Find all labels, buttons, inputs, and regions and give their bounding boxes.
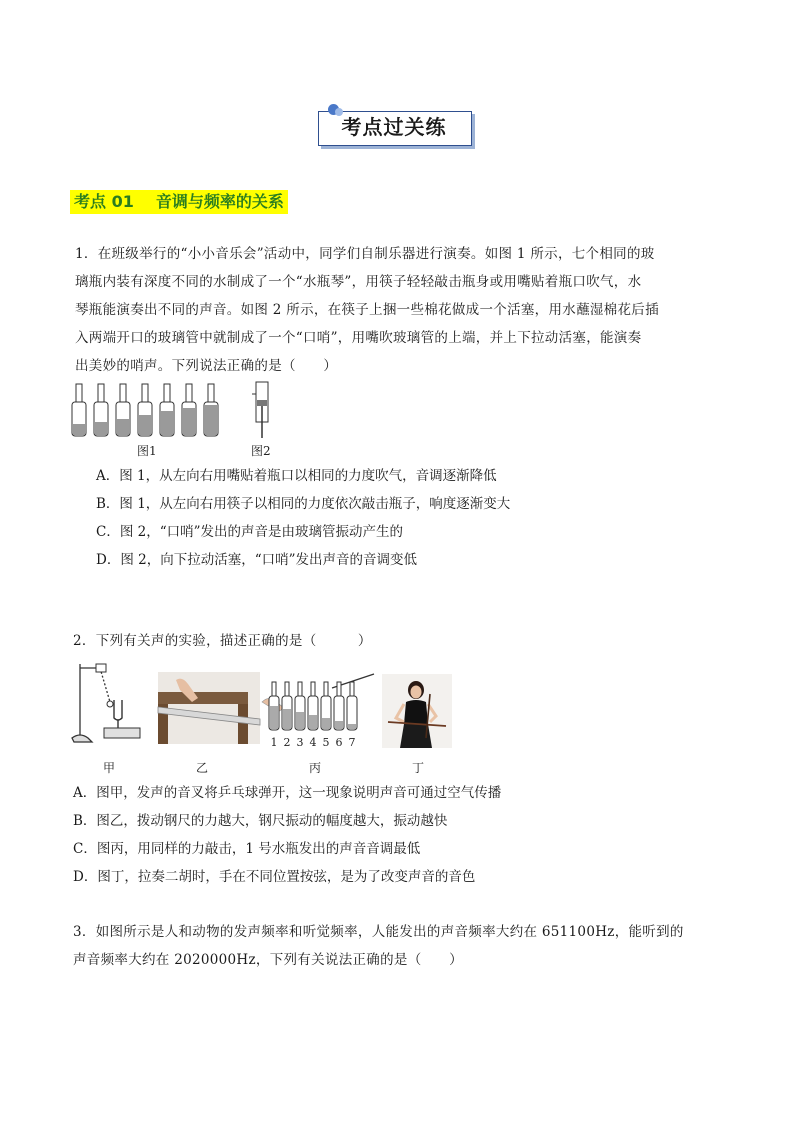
- figure-2-caption: 图2: [251, 444, 271, 458]
- q1-line: 出美妙的哨声。下列说法正确的是（ ）: [75, 358, 338, 374]
- caption-bing: 丙: [309, 761, 322, 775]
- figure-yi-ruler: [158, 672, 260, 744]
- q3-line: 声音频率大约在 2020000Hz，下列有关说法正确的是（ ）: [73, 952, 463, 968]
- q1-options: [96, 462, 510, 574]
- q3-line: 3．如图所示是人和动物的发声频率和听觉频率，人能发出的声音频率大约在 651100Hz，能听到的: [73, 924, 684, 940]
- figure-1-caption: 图1: [137, 444, 157, 458]
- bottle-number: 4: [309, 736, 317, 749]
- q1-option-c[interactable]: C．图 2，“口哨”发出的声音是由玻璃管振动产生的: [96, 524, 404, 540]
- bottle-number: 7: [348, 736, 356, 749]
- figure-jia-tuning-fork: [70, 660, 152, 746]
- bottle-number: 6: [335, 736, 343, 749]
- section-tag: 考点 01: [74, 192, 134, 211]
- page-title: 考点过关练: [341, 115, 447, 139]
- caption-jia: 甲: [103, 761, 116, 775]
- question-1: [75, 240, 659, 380]
- caption-ding: 丁: [412, 761, 425, 775]
- q1-option-d[interactable]: D．图 2，向下拉动活塞，“口哨”发出声音的音调变低: [96, 552, 418, 568]
- q1-line: 1．在班级举行的“小小音乐会”活动中，同学们自制乐器进行演奏。如图 1 所示，七个相同的玻: [75, 246, 655, 262]
- section-name: 音调与频率的关系: [155, 192, 284, 211]
- q2-option-a[interactable]: A．图甲，发声的音叉将乒乓球弹开，这一现象说明声音可通过空气传播: [73, 785, 502, 801]
- q1-option-a[interactable]: A．图 1，从左向右用嘴贴着瓶口以相同的力度吹气，音调逐渐降低: [96, 468, 497, 484]
- q2-option-d[interactable]: D．图丁，拉奏二胡时，手在不同位置按弦，是为了改变声音的音色: [73, 869, 476, 885]
- q1-line: 琴瓶能演奏出不同的声音。如图 2 所示，在筷子上捆一些棉花做成一个活塞，用水蘸湿棉花后插: [75, 302, 659, 318]
- bottle-number: 5: [322, 736, 330, 749]
- q2-stem: 2．下列有关声的实验，描述正确的是（ ）: [73, 633, 372, 649]
- bottle-number: 3: [296, 736, 304, 749]
- q2-option-b[interactable]: B．图乙，拨动钢尺的力越大，钢尺振动的幅度越大，振动越快: [73, 813, 448, 829]
- q1-line: 璃瓶内装有深度不同的水制成了一个“水瓶琴”，用筷子轻轻敲击瓶身或用嘴贴着瓶口吹气，水: [75, 274, 642, 290]
- figure-ding-erhu-player: [382, 674, 452, 748]
- bottle-number: 2: [283, 736, 291, 749]
- q1-option-b[interactable]: B．图 1，从左向右用筷子以相同的力度依次敲击瓶子，响度逐渐变大: [96, 496, 511, 512]
- question-3: [73, 918, 684, 974]
- q1-line: 入两端开口的玻璃管中就制成了一个“口哨”，用嘴吹玻璃管的上端，并上下拉动活塞，能演奏: [75, 330, 642, 346]
- figure-bing-bottles: [262, 672, 378, 750]
- section-header: [70, 190, 288, 214]
- bottle-number: 1: [270, 736, 278, 749]
- q2-options: [73, 779, 501, 891]
- figure-2-whistle: [250, 380, 274, 440]
- q2-option-c[interactable]: C．图丙，用同样的力敲击，1 号水瓶发出的声音音调最低: [73, 841, 421, 857]
- figure-1-bottles: [70, 380, 240, 440]
- caption-yi: 乙: [196, 761, 209, 775]
